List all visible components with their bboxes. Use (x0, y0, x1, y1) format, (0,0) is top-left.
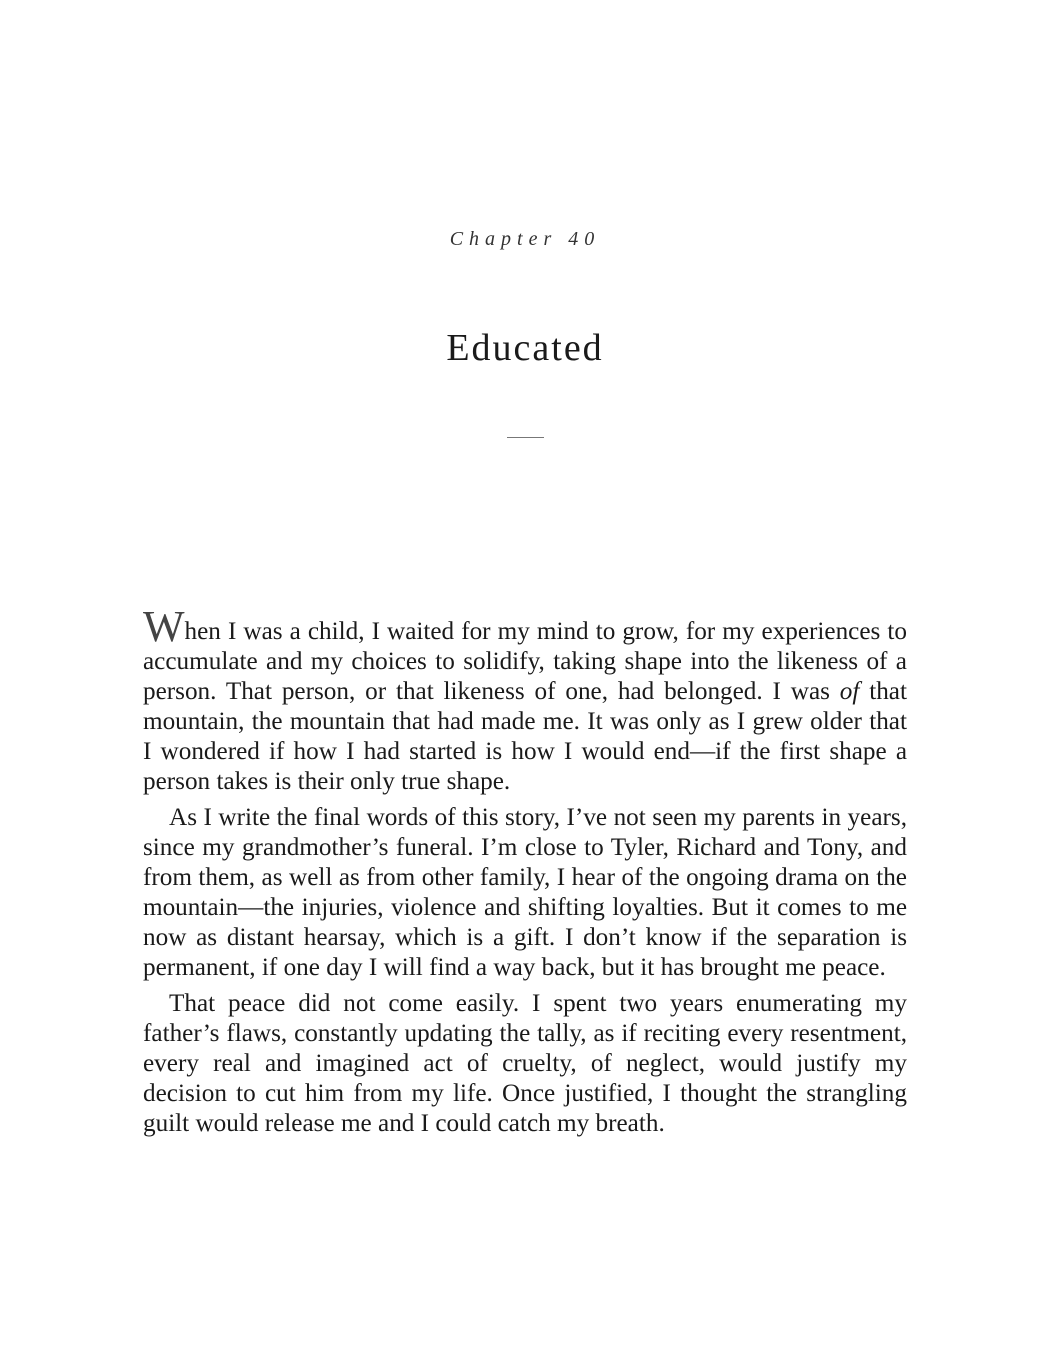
paragraph-2: As I write the final words of this story, I’ve not seen my parents in years, since my grandmother’s funeral. I’m close to Tyler, Richard and Tony, and from them, as well as from other family, I hear of the ongoing drama on the mountain—the injuries, violence and shifting loyalties. But it comes to me now as distant hearsay, which is a gift. I don’t know if the separation is permanent, if one day I will find a way back, but it has brought me peace. (143, 804, 907, 981)
chapter-label: Chapter 40 (449, 228, 601, 250)
title-divider (507, 437, 544, 438)
chapter-title: Educated (446, 327, 604, 369)
chapter-body (143, 602, 907, 1145)
drop-cap: W (143, 602, 185, 651)
paragraph-1 (143, 602, 907, 797)
paragraph-3: That peace did not come easily. I spent two years enumerating my father’s flaws, constantly updating the tally, as if reciting every resentment, every real and imagined act of cruelty, of neglect, would justify my decision to cut him from my life. Once justified, I thought the strangling guilt would release me and I could catch my breath. (143, 990, 907, 1137)
paragraph-1-text-a: hen I was a child, I waited for my mind to grow, for my experiences to accumulate and my choices to solidify, taking shape into the likeness of a person. That person, or that likeness of one, had belonged. I was (143, 618, 907, 705)
paragraph-1-emphasis: of (839, 678, 860, 705)
paragraph-1-text-b: that mountain, the mountain that had made me. It was only as I grew older that I wondered if how I had started is how I would end—if the first shape a person takes is their only true shape. (143, 678, 907, 795)
